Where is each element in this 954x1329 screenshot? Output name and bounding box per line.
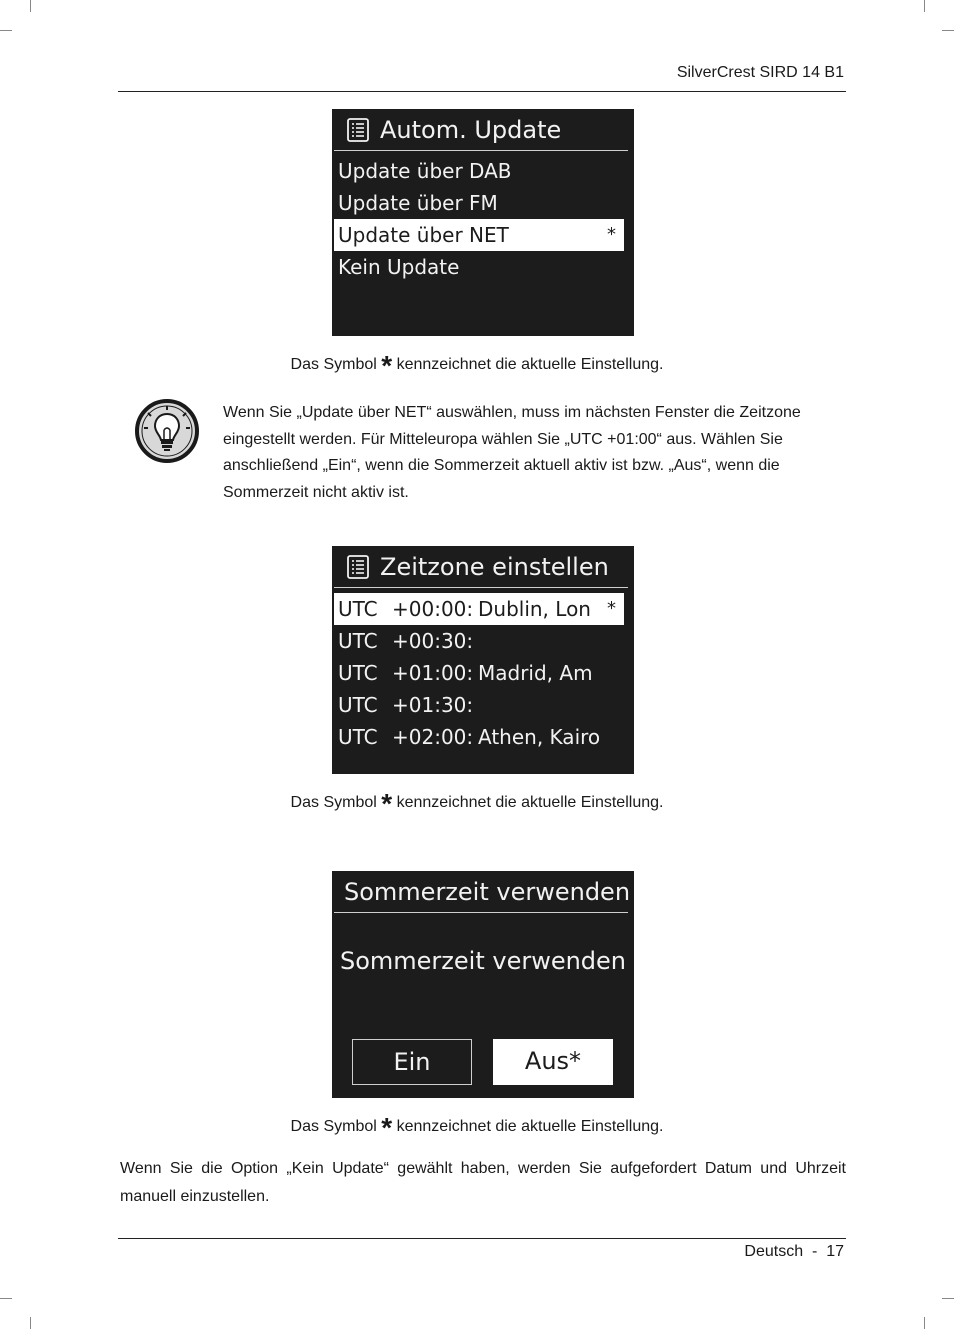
footer-page: Deutsch - 17 [744, 1243, 844, 1260]
button-off[interactable]: Aus* [493, 1039, 613, 1085]
asterisk-icon: * [381, 1112, 393, 1143]
button-on[interactable]: Ein [352, 1039, 472, 1085]
body-paragraph: Wenn Sie die Option „Kein Update“ gewählt haben, werden Sie aufgefordert Datum und Uhrzeit manuell einzustellen. [120, 1160, 846, 1205]
lcd-title [332, 109, 634, 151]
crop-mark [0, 1298, 12, 1299]
crop-mark [924, 0, 925, 12]
crop-mark [30, 1317, 31, 1329]
header-product: SilverCrest SIRD 14 B1 [676, 64, 844, 81]
lcd-screen-timezone [332, 546, 634, 774]
timezone-item-0030[interactable]: UTC +00:30: [338, 629, 474, 653]
lightbulb-tip-icon [134, 398, 200, 464]
crop-mark [942, 30, 954, 31]
asterisk-icon: * [381, 350, 393, 381]
caption-screen3: Das Symbol * kennzeichnet die aktuelle Einstellung. [290, 1112, 664, 1143]
header-rule [118, 91, 846, 92]
lcd-title-text: Autom. Update [380, 116, 562, 144]
crop-mark [924, 1317, 925, 1329]
lcd-message: Sommerzeit verwenden [339, 947, 627, 975]
crop-mark [0, 30, 12, 31]
footer-rule [118, 1238, 846, 1239]
menu-item-no-update[interactable] [334, 251, 624, 283]
crop-mark [942, 1298, 954, 1299]
menu-item-update-net[interactable] [334, 219, 624, 251]
menu-item-label: Update über DAB [338, 159, 512, 183]
lcd-screen-daylight-saving [332, 871, 634, 1098]
lcd-separator [334, 912, 628, 913]
menu-item-update-dab[interactable] [334, 155, 624, 187]
lcd-separator [334, 587, 628, 588]
current-setting-star: * [607, 224, 616, 245]
list-icon [346, 555, 370, 579]
timezone-item-0100[interactable]: UTC +01:00: Madrid, Am [338, 661, 593, 685]
caption-screen1: Das Symbol * kennzeichnet die aktuelle Einstellung. [290, 350, 664, 381]
lcd-separator [334, 150, 628, 151]
timezone-item-0130[interactable]: UTC +01:30: [338, 693, 474, 717]
menu-item-label: Update über FM [338, 191, 498, 215]
lcd-title [332, 546, 634, 588]
lcd-title-text: Sommerzeit verwenden [344, 878, 631, 906]
current-setting-star: * [607, 598, 616, 619]
caption-screen2: Das Symbol * kennzeichnet die aktuelle Einstellung. [290, 788, 664, 819]
list-icon [346, 118, 370, 142]
menu-item-label: Update über NET [338, 223, 509, 247]
lcd-title [332, 871, 634, 913]
tip-text: Wenn Sie „Update über NET“ auswählen, muss im nächsten Fenster die Zeitzone eingestellt werden. Für Mitteleuropa wählen Sie „UTC +01:00“ aus. Wählen Sie anschließend „Ein“, wenn die Sommerzeit aktuell aktiv ist bzw. „Aus“, wenn die Sommerzeit nicht aktiv ist. [223, 404, 801, 501]
menu-item-label: Kein Update [338, 255, 460, 279]
timezone-item-0000[interactable]: UTC +00:00: Dublin, Lon * [334, 593, 624, 625]
asterisk-icon: * [381, 788, 393, 819]
crop-mark [30, 0, 31, 12]
menu-item-update-fm[interactable] [334, 187, 624, 219]
timezone-item-0200[interactable]: UTC +02:00: Athen, Kairo [338, 725, 601, 749]
lcd-screen-auto-update [332, 109, 634, 336]
lcd-title-text: Zeitzone einstellen [380, 553, 609, 581]
